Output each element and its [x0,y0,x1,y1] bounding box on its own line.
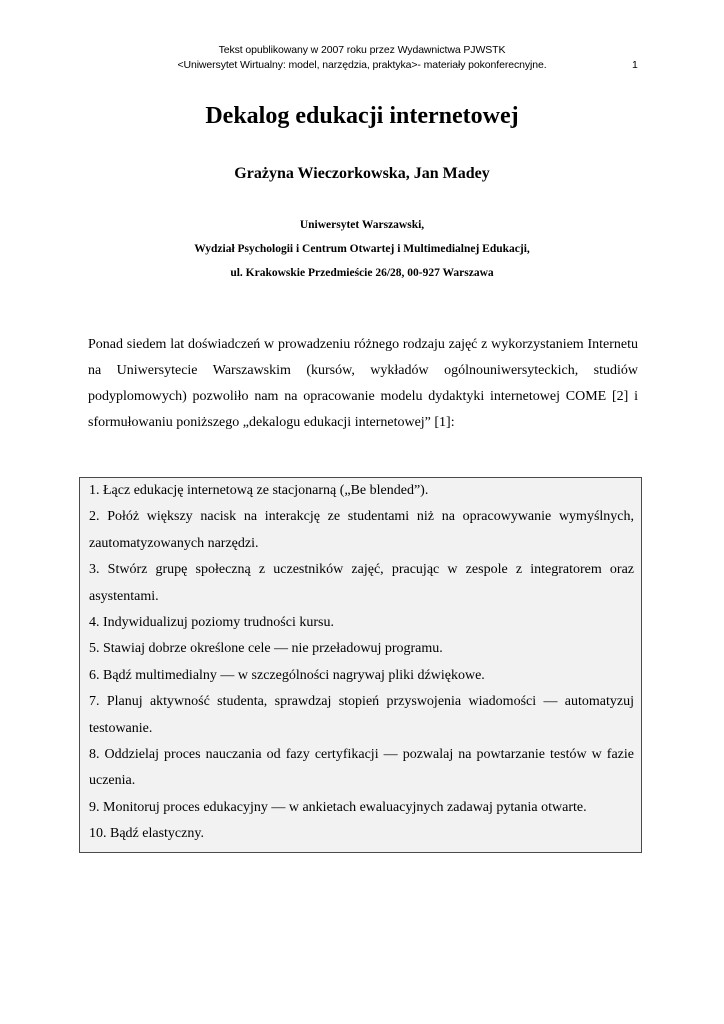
decalogue-box [79,477,642,853]
decalogue-item: 3. Stwórz grupę społeczną z uczestników zajęć, pracując w zespole z integratorem oraz asystentami. [89,562,634,604]
decalogue-list [89,478,634,848]
affiliation-university: Uniwersytet Warszawski, [299,219,425,231]
decalogue-item: 1. Łącz edukację internetową ze stacjonarną („Be blended”). [89,483,429,498]
document-title: Dekalog edukacji internetowej [205,103,519,129]
affiliation-faculty: Wydział Psychologii i Centrum Otwartej i Multimedialnej Edukacji, [194,243,530,255]
page-number: 1 [632,59,638,71]
decalogue-item: 5. Stawiaj dobrze określone cele — nie przeładowuj programu. [89,641,443,657]
affiliation [0,213,724,285]
intro-paragraph: Ponad siedem lat doświadczeń w prowadzeniu różnego rodzaju zajęć z wykorzystaniem Internetu na Uniwersytecie Warszawskim (kursów, wykładów ogólnouniwersyteckich, studiów podyplomowych) pozwoliło nam na opracowanie modelu dydaktyki internetowej COME [2] i sformułowaniu poniższego „dekalogu edukacji internetowej” [1]: [88,337,638,430]
decalogue-item: 7. Planuj aktywność studenta, sprawdzaj stopień przyswojenia wiadomości — automatyzuj testowanie. [89,694,634,736]
decalogue-item: 9. Monitoruj proces edukacyjny — w ankietach ewaluacyjnych zadawaj pytania otwarte. [89,799,587,815]
decalogue-item: 6. Bądź multimedialny — w szczególności nagrywaj pliki dźwiękowe. [89,667,485,683]
decalogue-item: 8. Oddzielaj proces nauczania od fazy certyfikacji — pozwalaj na powtarzanie testów w fazie uczenia. [89,747,634,789]
decalogue-item: 2. Połóż większy nacisk na interakcję ze studentami niż na opracowywanie wymyślnych, zautomatyzowanych narzędzi. [89,509,634,551]
header-publication-note: Tekst opublikowany w 2007 roku przez Wydawnictwa PJWSTK [218,44,506,56]
affiliation-address: ul. Krakowskie Przedmieście 26/28, 00-927 Warszawa [230,267,494,279]
page-header [0,43,724,73]
decalogue-item: 4. Indywidualizuj poziomy trudności kursu. [89,615,334,631]
authors: Grażyna Wieczorkowska, Jan Madey [234,165,490,182]
decalogue-item: 10. Bądź elastyczny. [89,826,204,842]
header-conference-note: <Uniwersytet Wirtualny: model, narzędzia, praktyka>- materiały pokonferecnyjne. [177,59,547,71]
